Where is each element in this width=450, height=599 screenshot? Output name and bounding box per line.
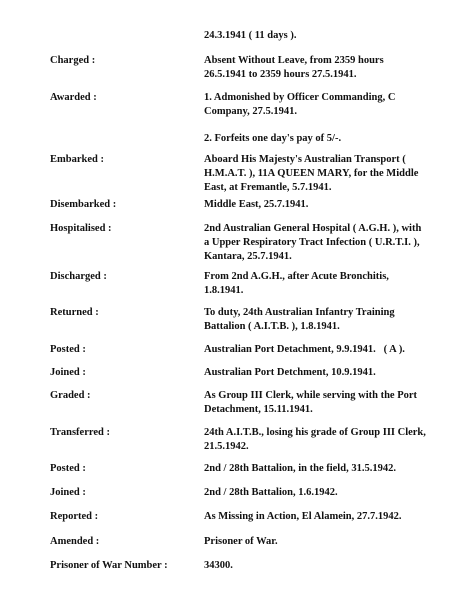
- entry-label: Posted :: [50, 344, 86, 355]
- entry-value: [204, 270, 426, 298]
- entry-value-line: Australian Port Detachment, 9.9.1941. ( A ).: [204, 344, 405, 355]
- entry-value: [204, 153, 426, 195]
- entry-label: Prisoner of War Number :: [50, 560, 168, 571]
- entry-value: [204, 343, 426, 357]
- entry-label: Transferred :: [50, 427, 110, 438]
- entry-label: Disembarked :: [50, 199, 117, 210]
- entry-value-line: 1. Admonished by Officer Commanding, C Company, 27.5.1941.: [204, 92, 396, 117]
- entry-value: [204, 91, 426, 146]
- entry-value-line: Absent Without Leave, from 2359 hours 26.5.1941 to 2359 hours 27.5.1941.: [204, 55, 384, 80]
- entry-value: [204, 462, 426, 476]
- entry-label: Posted :: [50, 463, 86, 474]
- entry-value-line: Middle East, 25.7.1941.: [204, 199, 309, 210]
- entry-value-line: 2nd / 28th Battalion, in the field, 31.5.1942.: [204, 463, 396, 474]
- entry-label: Awarded :: [50, 92, 97, 103]
- entry-label: Joined :: [50, 487, 86, 498]
- entry-label: Embarked :: [50, 154, 104, 165]
- entry-label: Reported :: [50, 511, 99, 522]
- entry-value: [204, 535, 426, 549]
- entry-value: [204, 510, 426, 524]
- entry-value-line: 34300.: [204, 560, 233, 571]
- entry-value: [204, 306, 426, 334]
- entry-value-line: As Group III Clerk, while serving with the Port Detachment, 15.11.1941.: [204, 390, 418, 415]
- entry-value-line: Australian Port Detchment, 10.9.1941.: [204, 367, 376, 378]
- record-intro-text: 24.3.1941 ( 11 days ).: [204, 30, 297, 41]
- entry-label: Returned :: [50, 307, 99, 318]
- entry-label: Charged :: [50, 55, 96, 66]
- entry-value-line: 24th A.I.T.B., losing his grade of Group III Clerk, 21.5.1942.: [204, 427, 426, 452]
- entry-value-line: From 2nd A.G.H., after Acute Bronchitis, 1.8.1941.: [204, 271, 389, 296]
- entry-value: [204, 559, 426, 573]
- entry-value: [204, 54, 426, 82]
- entry-value: [204, 198, 426, 212]
- entry-value-line: 2nd / 28th Battalion, 1.6.1942.: [204, 487, 338, 498]
- entry-label: Joined :: [50, 367, 86, 378]
- record-intro-value: [204, 29, 426, 43]
- entry-value: [204, 486, 426, 500]
- entry-value-line: As Missing in Action, El Alamein, 27.7.1942.: [204, 511, 402, 522]
- entry-label: Graded :: [50, 390, 91, 401]
- entry-value: [204, 389, 426, 417]
- entry-label: Discharged :: [50, 271, 107, 282]
- entry-value: [204, 426, 426, 454]
- entry-value: [204, 222, 426, 264]
- entry-label: Amended :: [50, 536, 100, 547]
- entry-value: [204, 366, 426, 380]
- entry-value-line: 2nd Australian General Hospital ( A.G.H. ), with a Upper Respiratory Tract Infection ( U.R.T.I. ), Kantara, 25.7.1941.: [204, 223, 422, 262]
- entry-value-line: Aboard His Majesty's Australian Transport ( H.M.A.T. ), 11A QUEEN MARY, for the Middle East, at Fremantle, 5.7.1941.: [204, 154, 419, 193]
- entry-label: Hospitalised :: [50, 223, 112, 234]
- entry-value-line: To duty, 24th Australian Infantry Training Battalion ( A.I.T.B. ), 1.8.1941.: [204, 307, 395, 332]
- entry-value-line: 2. Forfeits one day's pay of 5/-.: [204, 133, 342, 144]
- entry-value-line: Prisoner of War.: [204, 536, 278, 547]
